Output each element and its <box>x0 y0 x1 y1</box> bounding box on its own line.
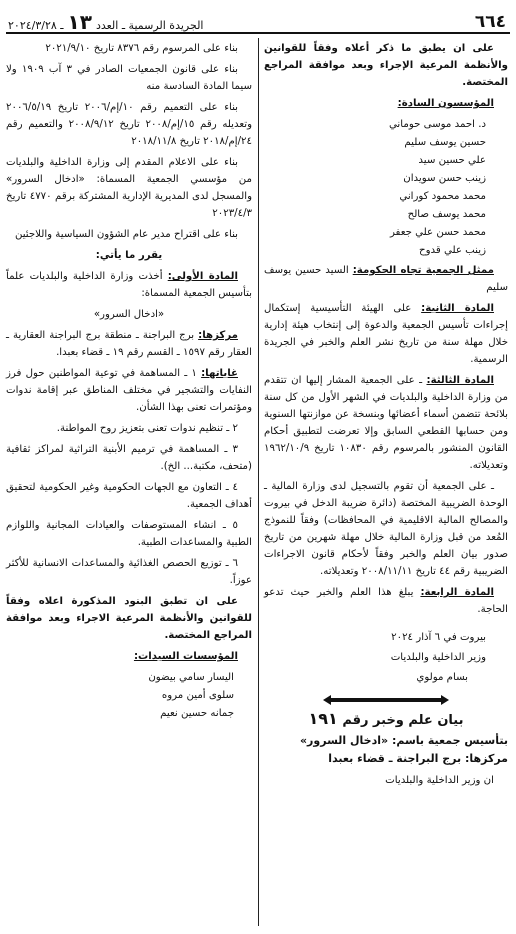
government-representative <box>264 262 508 296</box>
page-number: ٦٦٤ <box>474 12 506 32</box>
article-3-label: المادة الثالثة: <box>426 375 494 386</box>
goal-4: ٤ ـ التعاون مع الجهات الحكومية وغير الحكومية لتحقيق أهداف الجمعية. <box>6 482 252 510</box>
founders-label: المؤسسات السيدات: <box>133 651 238 662</box>
gazette-name: الجريدة الرسمية ـ العدد <box>95 19 204 32</box>
issue-number: ١٣ <box>67 10 92 34</box>
founder-name: حسين يوسف سليم <box>404 137 486 148</box>
goals <box>6 365 252 416</box>
issue-date: ـ ٢٠٢٤/٣/٢٨ <box>8 19 64 32</box>
preamble-circulars: بناء على التعميم رقم ١٠/إم/٢٠٠٦ تاريخ ٢٠٠٦/٥/١٩ وتعديله رقم ١٥/إم/٢٠٠٨ تاريخ ٢٠٠٨/٩/١٢ والتعميم رقم ٢٤/إم/٢٠١٨ تاريخ ٢٠١٨/١١/٨ <box>6 102 253 147</box>
notice-opening: ان وزير الداخلية والبلديات <box>385 775 494 786</box>
founder-name: زينب حسن سويدان <box>403 173 486 184</box>
closing-clause: على ان تطبق البنود المذكورة اعلاه وفقاً للقوانين والأنظمة المرعية الاجراء وبعد موافقة المراجع المختصة. <box>6 596 252 641</box>
section-separator <box>264 698 508 702</box>
goals-label: غاياتها: <box>201 368 238 379</box>
goal-1: ١ ـ المساهمة في توعية المواطنين حول فرز النفايات والتشجير في مختلف المناطق عبر إقامة ندوات ومؤتمرات تعنى بهذا الشأن. <box>6 368 252 413</box>
notice-headquarters: مركزها: برج البراجنة ـ قضاء بعبدا <box>328 752 508 765</box>
headquarters <box>6 327 252 361</box>
preamble-notification: بناء على الاعلام المقدم إلى وزارة الداخلية والبلديات من مؤسسي الجمعية المسماة: «ادخال السرور» والمسجل لدى المديرية الإدارية المشتركة برقم ٤٧٧٠ تاريخ ٢٠٢٣/٤/٣ <box>6 157 252 219</box>
signatory-title: وزير الداخلية والبلديات <box>390 652 486 663</box>
founder-name: علي حسين سيد <box>418 155 486 166</box>
founder-name: سلوى أمين مروه <box>161 690 234 701</box>
article-2 <box>264 300 508 368</box>
notice-title <box>264 710 508 730</box>
left-column <box>6 40 252 725</box>
founders-list <box>6 669 252 723</box>
preamble-law: بناء على قانون الجمعيات الصادر في ٣ آب ١٩٠٩ ولا سيما المادة السادسة منه <box>6 64 252 92</box>
goal-2: ٢ ـ تنظيم ندوات تعنى بتعزيز روح المواطنة. <box>56 423 238 434</box>
article-4 <box>264 584 508 618</box>
article-1-text: أخذت وزارة الداخلية والبلديات علماً بتأسيس الجمعية المسماة: <box>6 271 252 299</box>
article-3-text: ـ على الجمعية المشار إليها ان تتقدم من وزارة الداخلية والبلديات في الشهر الأول من كل سنة بلائحة تتضمن أسماء أعضائها وبنسخة عن موازنتها السنوية ومن حسابها القطعي السابق وإلا تعرضت لتطبيق أحكام القانون المنشور بالمرسوم رقم ١٠٨٣٠ تاريخ ١٩٦٢/١٠/٩ وتعديلاته. <box>264 375 508 471</box>
signatory-name: بسام مولوي <box>416 672 468 683</box>
preamble-proposal: بناء على اقتراح مدير عام الشؤون السياسية واللاجئين <box>14 229 238 240</box>
notice-subject: بتأسيس جمعية باسم: «ادخال السرور» <box>299 734 508 747</box>
decision-heading: يقرر ما يأتي: <box>95 250 163 261</box>
article-4-label: المادة الرابعة: <box>420 587 494 598</box>
page-header <box>6 6 510 34</box>
notice-number: ١٩١ <box>308 709 338 728</box>
sign-place-date: بيروت في ٦ آذار ٢٠٢٤ <box>391 632 486 643</box>
founder-name: اليسار سامي بيضون <box>148 672 234 683</box>
notice-title-text: بيان علم وخبر رقم <box>342 713 464 728</box>
founder-name: جمانه حسين نعيم <box>160 708 234 719</box>
founder-name: د. احمد موسى حوماني <box>388 119 486 130</box>
article-2-text: على الهيئة التأسيسية إستكمال إجراءات تأسيس الجمعية والدعوة إلى إنتخاب هيئة إدارية خلال مهلة سنة من تاريخ نشر العلم والخبر في الجريدة الرسمية. <box>264 303 508 365</box>
preamble-decree: بناء على المرسوم رقم ٨٣٧٦ تاريخ ٢٠٢١/٩/١٠ <box>45 43 238 54</box>
founder-name: زينب علي قدوح <box>419 245 486 256</box>
article-2-label: المادة الثانية: <box>421 303 494 314</box>
representative-label: ممثل الجمعية تجاه الحكومة: <box>352 265 494 276</box>
right-column <box>264 40 508 793</box>
representative-name: السيد حسين يوسف سليم <box>264 265 508 293</box>
headquarters-label: مركزها: <box>198 330 238 341</box>
founders-list <box>264 116 508 260</box>
article-3 <box>264 372 508 474</box>
article-1 <box>6 268 252 302</box>
founder-name: محمد حسن علي جعفر <box>389 227 486 238</box>
founder-name: محمد محمود كوراني <box>399 191 486 202</box>
goal-5: ٥ ـ انشاء المستوصفات والعيادات المجانية واللوازم الطبية والمساعدات الطبية. <box>6 520 252 548</box>
article-4-text: يبلغ هذا العلم والخبر حيث تدعو الحاجة. <box>264 587 508 615</box>
headquarters-text: برج البراجنة ـ منطقة برج البراجنة العقارية ـ العقار رقم ١٥٩٧ ـ القسم رقم ١٩ ـ قضاء بعبدا. <box>6 330 252 358</box>
founder-name: محمد يوسف صالح <box>407 209 486 220</box>
column-divider <box>258 38 259 926</box>
goal-3: ٣ ـ المساهمة في ترميم الأبنية التراثية لمراكز ثقافية (متحف، مكتبة... الخ). <box>6 444 252 472</box>
goal-6: ٦ ـ توزيع الحصص الغذائية والمساعدات الانسانية للأكثر عوزاً. <box>6 558 252 586</box>
founders-label: المؤسسون السادة: <box>397 98 494 109</box>
article-3-tax: ـ على الجمعية أن تقوم بالتسجيل لدى وزارة المالية ـ الوحدة الضريبية المختصة (دائرة ضريبة الدخل في بيروت والمصالح المالية الاقليمية في المحافظات) وفقاً للنموذج المُعد من قبل وزارة المالية خلال مهلة شهرين من تاريخ صدور بيان العلم والخبر وفقاً لأحكام قانون الاجراءات الضريبية رقم ٤٤ تاريخ ٢٠٠٨/١١/١١ وتعديلاته. <box>264 481 508 577</box>
article-1-label: المادة الأولى: <box>167 271 238 282</box>
association-name: «ادخال السرور» <box>93 309 165 320</box>
issue-info <box>6 12 203 32</box>
closing-clause: على ان يطبق ما ذكر أعلاه وفقاً للقوانين والأنظمة المرعية الإجراء وبعد موافقة المراجع المختصة. <box>264 43 508 88</box>
